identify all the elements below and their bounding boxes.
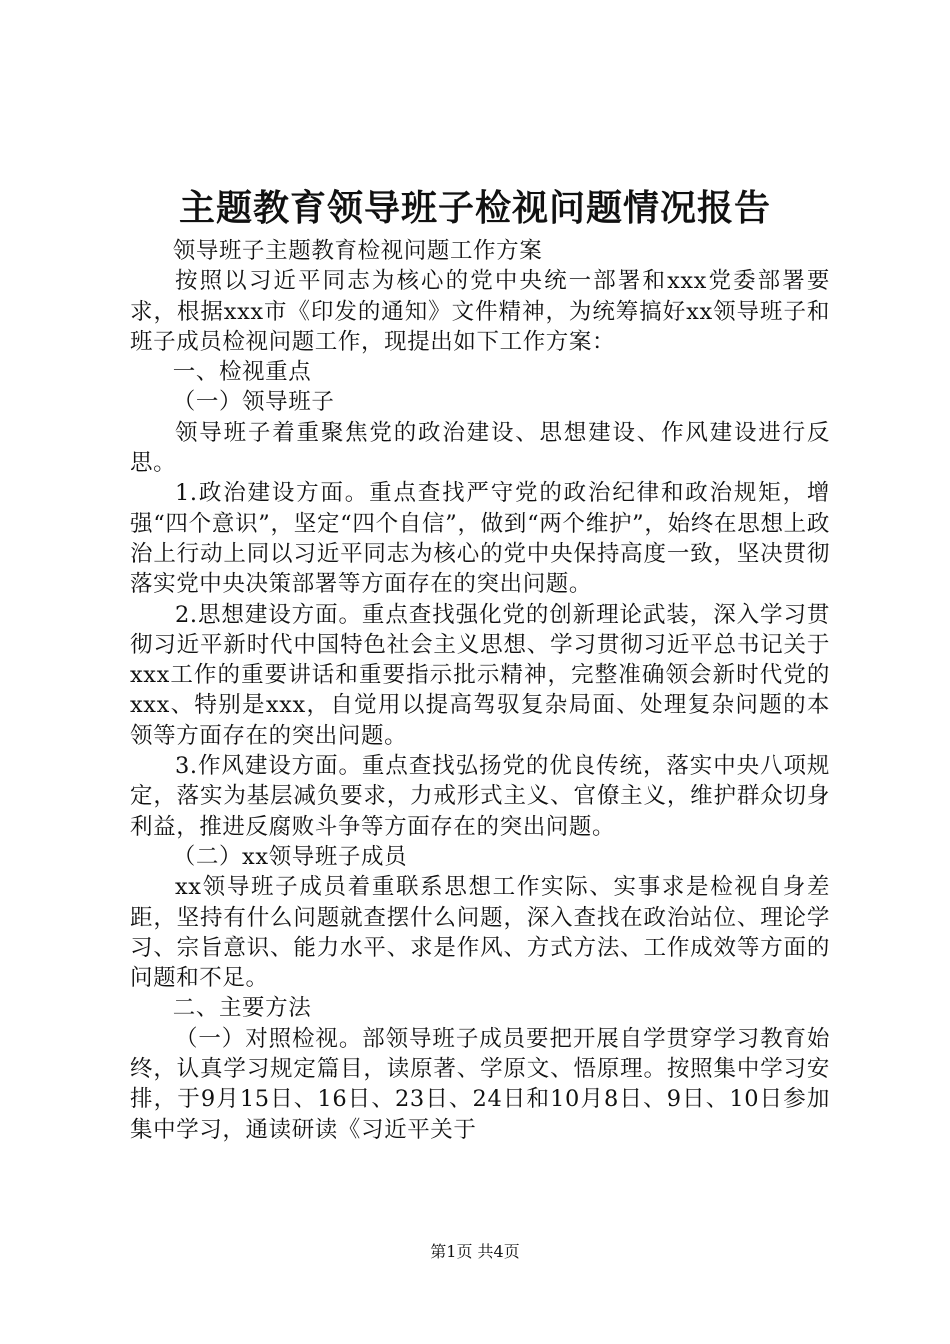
paragraph: 2.思想建设方面。重点查找强化党的创新理论武装，深入学习贯彻习近平新时代中国特色社会主义思想、学习贯彻习近平总书记关于xxx工作的重要讲话和重要指示批示精神，完整准确领会新时代党的xxx、特别是xxx，自觉用以提高驾驭复杂局面、处理复杂问题的本领等方面存在的突出问题。 xyxy=(130,601,830,749)
section-heading-2: 二、主要方法 xyxy=(172,995,312,1022)
paragraph: （一）对照检视。部领导班子成员要把开展自学贯穿学习教育始终，认真学习规定篇目，读原著、学原文、悟原理。按照集中学习安排，于9月15日、16日、23日、24日和10月8日、9日、10日参加集中学习，通读研读《习近平关于 xyxy=(130,1025,830,1143)
paragraph: 领导班子着重聚焦党的政治建设、思想建设、作风建设进行反思。 xyxy=(130,419,830,477)
paragraph-intro: 按照以习近平同志为核心的党中央统一部署和xxx党委部署要求，根据xxx市《印发的通知》文件精神，为统筹搞好xx领导班子和班子成员检视问题工作，现提出如下工作方案： xyxy=(130,268,830,355)
paragraph-subtitle: 领导班子主题教育检视问题工作方案 xyxy=(172,238,543,264)
paragraph: 1.政治建设方面。重点查找严守党的政治纪律和政治规矩，增强“四个意识”，坚定“四个自信”，做到“两个维护”，始终在思想上政治上行动上同以习近平同志为核心的党中央保持高度一致，坚决贯彻落实党中央决策部署等方面存在的突出问题。 xyxy=(130,480,830,598)
document-title: 主题教育领导班子检视问题情况报告 xyxy=(178,187,771,229)
subsection-heading-1: （一）领导班子 xyxy=(172,389,335,416)
document-body xyxy=(130,236,830,1145)
section-heading-1: 一、检视重点 xyxy=(172,359,312,386)
paragraph: 3.作风建设方面。重点查找弘扬党的优良传统，落实中央八项规定，落实为基层减负要求，力戒形式主义、官僚主义，维护群众切身利益，推进反腐败斗争等方面存在的突出问题。 xyxy=(130,753,830,840)
page-footer: 第1页 共4页 xyxy=(430,1242,520,1261)
paragraph: xx领导班子成员着重联系思想工作实际、实事求是检视自身差距，坚持有什么问题就查摆什么问题，深入查找在政治站位、理论学习、宗旨意识、能力水平、求是作风、方式方法、工作成效等方面的问题和不足。 xyxy=(130,874,830,992)
subsection-heading-2: （二）xx领导班子成员 xyxy=(172,843,408,870)
